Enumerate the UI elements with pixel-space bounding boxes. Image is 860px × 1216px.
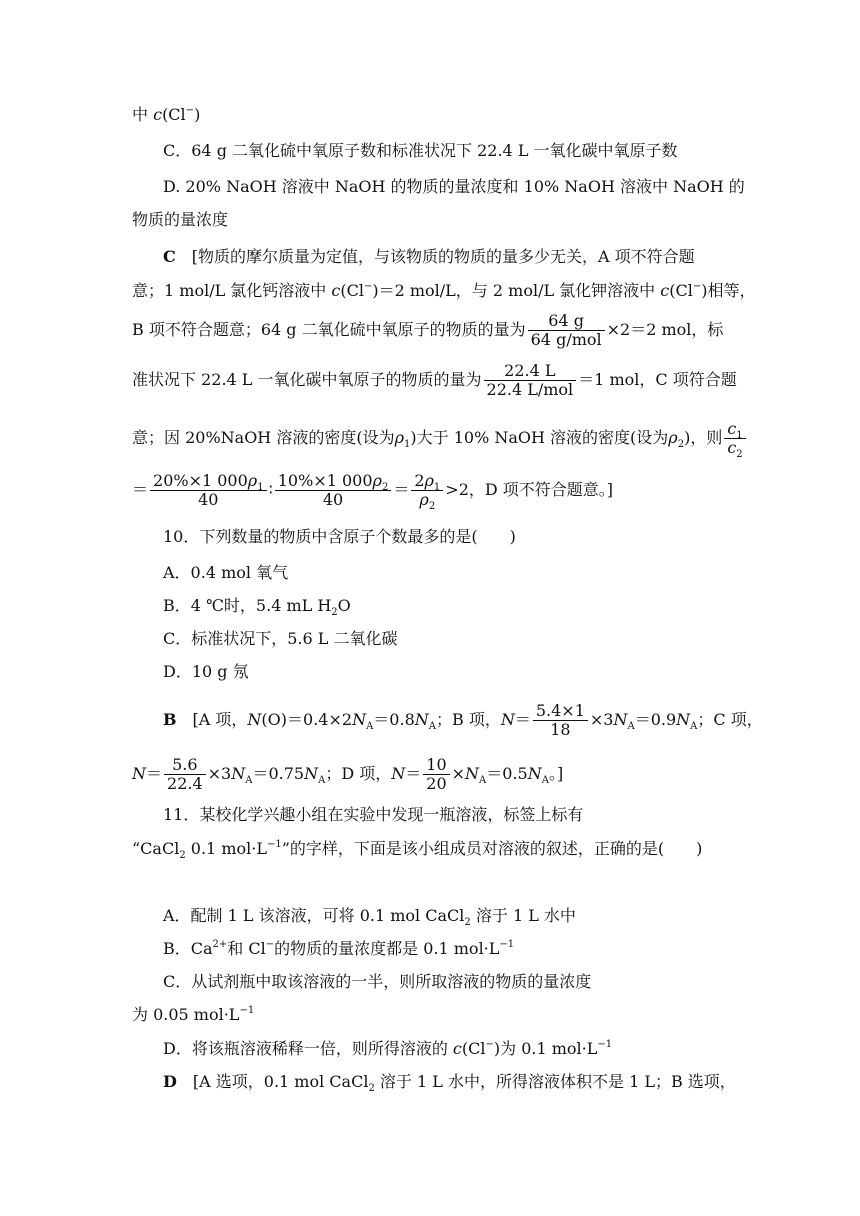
text-line: ＝ $\frac{20\%\times 1 000\rho_1}{40}$ ∶ $\frac{10\%\times 1 000\rho_2}{40}$ ＝ $\frac{2\rho_1}{\rho_2}$ >2，D 项不符合题意。] <box>132 471 614 512</box>
fraction: $\frac{20\%\times 1 000\rho_1}{40}$ <box>150 472 267 509</box>
text-line: 意；1 mol/L 氯化钙溶液中 c(Cl−)＝2 mol/L，与 2 mol/L 氯化钾溶液中 c(Cl−)相等， <box>132 281 756 300</box>
fraction: $\frac{5.4\times 1}{18}$ <box>533 702 588 739</box>
text-line <box>0 104 860 126</box>
text-line: 物质的量浓度 <box>132 210 229 229</box>
fraction: $\frac{2\rho_1}{\rho_2}$ <box>411 472 443 509</box>
text-line: B 项不符合题意；64 g 二氧化硫中氧原子的物质的量为 $\frac{64 g}{\text{64 g/mol}}$ ×2＝2 mol，标 <box>132 311 724 349</box>
fraction: $\frac{c_1}{c_2}$ <box>724 420 745 457</box>
text-line: N＝ $\frac{5.6}{22.4}$ $\times 3N_A=0.75N_A$；D 项，N＝ $\frac{10}{20}$ $\times N_A=0.5N_A$。] <box>132 755 564 793</box>
option-d-q11: D．将该瓶溶液稀释一倍，则所得溶液的 c(Cl−)为 0.1 $mol\cdot L^{-1}$ <box>163 1039 613 1058</box>
option-c-q9: C．64 g 二氧化硫中氧原子数和标准状况下 22.4 L 一氧化碳中氧原子数 <box>163 141 678 160</box>
fraction: $\frac{64 g}{\text{64 g/mol}}$ <box>528 312 605 349</box>
option-a-q11: A．配制 1 L 该溶液，可将 0.1 mol CaCl$_2$ 溶于 1 L 水中 <box>163 906 576 928</box>
fraction: $\frac{10\%\times 1 000\rho_2}{40}$ <box>275 472 392 509</box>
answer-q9: C [物质的摩尔质量为定值，与该物质的物质的量多少无关，A 项不符合题 <box>163 247 695 266</box>
fraction: $\frac{22.4 L}{\text{22.4 L/mol}}$ <box>484 362 577 399</box>
answer-q11: D [A 选项，0.1 mol CaCl$_2$ 溶于 1 L 水中，所得溶液体积不是 1 L；B 选项， <box>163 1072 736 1094</box>
fraction: $\frac{10}{20}$ <box>423 756 449 793</box>
option-b-q10: B．4 ℃时，5.4 mL $H_2O$ <box>163 596 351 618</box>
question-11: 11．某校化学兴趣小组在实验中发现一瓶溶液，标签上标有 <box>163 805 584 824</box>
option-a-q10: A．0.4 mol 氧气 <box>163 563 289 582</box>
option-d-q10: D．10 g 氖 <box>163 662 249 681</box>
answer-q10: B [A 项，$N(O)=0.4\times 2N_A=0.8N_A$；B 项，N＝ $\frac{5.4\times 1}{18}$ $\times 3N_A=0.9N_A$；C 项， <box>163 701 763 739</box>
option-b-q11: B．$Ca^{2+}$和 Cl−的物质的量浓度都是 0.1 $mol\cdot L^{-1}$ <box>163 939 515 958</box>
question-10: 10．下列数量的物质中含原子个数最多的是( ) <box>163 527 516 546</box>
fraction: $\frac{5.6}{22.4}$ <box>164 756 206 793</box>
text-line: “CaCl$_2$ 0.1 $mol\cdot L^{-1}$”的字样，下面是该小组成员对溶液的叙述，正确的是( ) <box>132 839 703 861</box>
text-line: 为 0.05 $mol\cdot L^{-1}$ <box>132 1005 255 1024</box>
text-line: 准状况下 22.4 L 一氧化碳中氧原子的物质的量为 $\frac{22.4 L}{\text{22.4 L/mol}}$ ＝1 mol，C 项符合题 <box>132 361 737 399</box>
text-line: 意；因 20%NaOH 溶液的密度(设为$\rho_1$)大于 10% NaOH 溶液的密度(设为$\rho_2$)，则 $\frac{c_1}{c_2}$ <box>0 420 860 457</box>
option-c-q11: C．从试剂瓶中取该溶液的一半，则所取溶液的物质的量浓度 <box>163 972 592 991</box>
line-content: 中 c(Cl−) <box>132 105 201 124</box>
option-c-q10: C．标准状况下，5.6 L 二氧化碳 <box>163 629 398 648</box>
option-d-q9: D. 20% NaOH 溶液中 NaOH 的物质的量浓度和 10% NaOH 溶液中 NaOH 的 <box>163 177 745 196</box>
